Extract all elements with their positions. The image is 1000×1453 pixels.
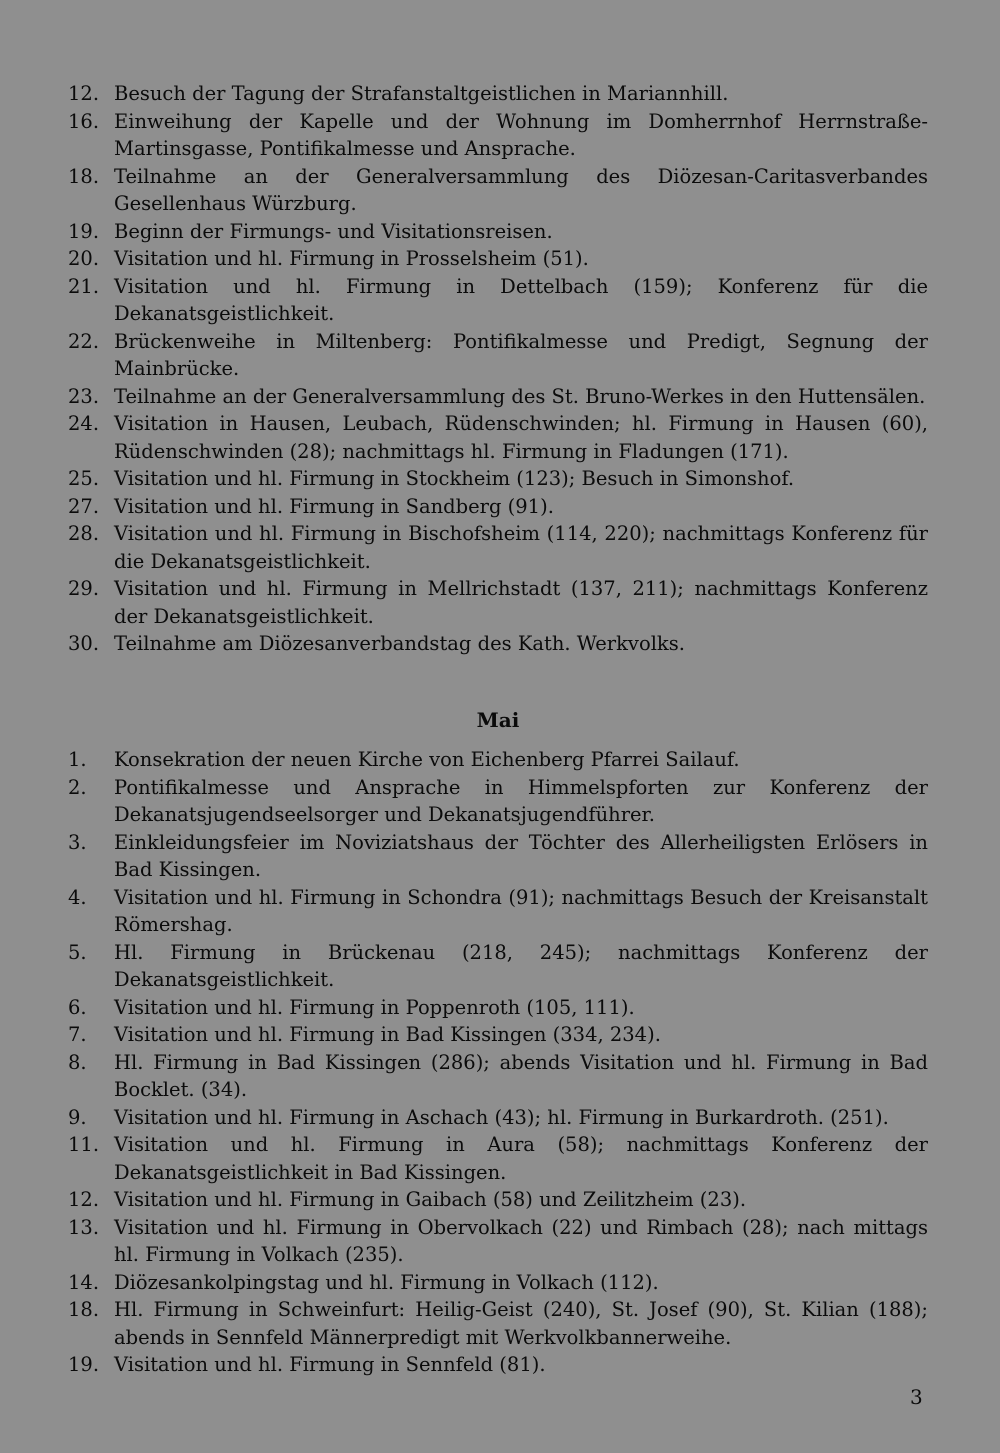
entry-day-number: 21. xyxy=(68,274,100,298)
entry-day-number: 1. xyxy=(68,748,87,771)
entry-text: Visitation und hl. Firmung in Aura (58); nachmittags Konferenz der Dekanatsgeistlichkeit in Bad Kissingen. xyxy=(114,1133,928,1184)
entry-text: Visitation und hl. Firmung in Sennfeld (81). xyxy=(114,1353,546,1376)
entry-text: Visitation und hl. Firmung in Mellrichstadt (137, 211); nachmittags Konferenz der Dekanatsgeistlichkeit. xyxy=(114,577,928,628)
list-item xyxy=(68,465,928,493)
entry-day-number: 14. xyxy=(68,1270,100,1294)
list-item xyxy=(68,829,928,884)
list-item xyxy=(68,328,928,383)
entry-day-number: 24. xyxy=(68,412,100,435)
list-item xyxy=(68,410,928,465)
entry-day-number: 23. xyxy=(68,384,100,408)
entry-text: Einweihung der Kapelle und der Wohnung im Domherrnhof Herrnstraße-Martinsgasse, Pontifikalmesse und Ansprache. xyxy=(114,109,928,160)
entry-text: Teilnahme an der Generalversammlung des Diözesan-Caritasverbandes Gesellenhaus Würzburg. xyxy=(114,164,928,215)
list-item xyxy=(68,1131,928,1186)
entry-text: Hl. Firmung in Brückenau (218, 245); nachmittags Konferenz der Dekanatsgeistlichkeit. xyxy=(114,940,928,991)
entry-day-number: 28. xyxy=(68,522,100,545)
entry-text: Pontifikalmesse und Ansprache in Himmelspforten zur Konferenz der Dekanatsjugendseelsorger und Dekanatsjugendführer. xyxy=(114,775,928,826)
entry-day-number: 13. xyxy=(68,1215,100,1239)
list-item xyxy=(68,884,928,939)
entry-day-number: 16. xyxy=(68,109,100,133)
list-item xyxy=(68,163,928,218)
entry-text: Visitation und hl. Firmung in Poppenroth (105, 111). xyxy=(114,995,635,1019)
entry-day-number: 19. xyxy=(68,1353,100,1376)
entry-day-number: 18. xyxy=(68,164,100,188)
list-item xyxy=(68,746,928,774)
list-item xyxy=(68,1104,928,1132)
entry-day-number: 3. xyxy=(68,830,87,854)
list-item xyxy=(68,1021,928,1049)
entry-day-number: 25. xyxy=(68,467,100,490)
entry-day-number: 2. xyxy=(68,775,87,799)
entry-day-number: 12. xyxy=(68,82,100,105)
entry-day-number: 18. xyxy=(68,1298,100,1321)
page-number: 3 xyxy=(910,1385,923,1409)
entry-day-number: 8. xyxy=(68,1050,87,1074)
entry-day-number: 7. xyxy=(68,1023,87,1046)
list-item xyxy=(68,630,928,658)
list-item xyxy=(68,1269,928,1297)
list-item xyxy=(68,1296,928,1351)
list-item xyxy=(68,273,928,328)
entry-text: Visitation und hl. Firmung in Bischofsheim (114, 220); nachmittags Konferenz für die Dekanatsgeistlichkeit. xyxy=(114,522,928,573)
entry-day-number: 11. xyxy=(68,1133,100,1156)
entry-day-number: 19. xyxy=(68,219,100,243)
entry-day-number: 27. xyxy=(68,494,100,518)
list-item xyxy=(68,1351,928,1379)
entry-text: Visitation und hl. Firmung in Aschach (43); hl. Firmung in Burkardroth. (251). xyxy=(114,1105,889,1129)
list-item xyxy=(68,1049,928,1104)
entry-text: Visitation und hl. Firmung in Schondra (91); nachmittags Besuch der Kreisanstalt Römershag. xyxy=(114,885,928,936)
list-item xyxy=(68,80,928,108)
month-heading-may: Mai xyxy=(476,708,520,732)
list-item xyxy=(68,520,928,575)
entry-day-number: 4. xyxy=(68,885,87,909)
april-entry-list xyxy=(68,80,928,658)
entry-text: Visitation und hl. Firmung in Sandberg (91). xyxy=(114,494,554,518)
entry-text: Teilnahme an der Generalversammlung des St. Bruno-Werkes in den Huttensälen. xyxy=(114,384,926,408)
list-item xyxy=(68,218,928,246)
entry-day-number: 12. xyxy=(68,1188,100,1211)
list-item xyxy=(68,493,928,521)
list-item xyxy=(68,994,928,1022)
entry-text: Visitation und hl. Firmung in Prosselsheim (51). xyxy=(114,247,589,270)
entry-text: Teilnahme am Diözesanverbandstag des Kath. Werkvolks. xyxy=(114,632,685,655)
entry-day-number: 6. xyxy=(68,995,87,1019)
list-item xyxy=(68,383,928,411)
entry-text: Visitation und hl. Firmung in Gaibach (58) und Zeilitzheim (23). xyxy=(114,1188,747,1211)
entry-text: Hl. Firmung in Schweinfurt: Heilig-Geist (240), St. Josef (90), St. Kilian (188); abends in Sennfeld Männerpredigt mit Werkvolkbannerweihe. xyxy=(114,1298,928,1349)
may-entry-list xyxy=(68,746,928,1379)
entry-day-number: 30. xyxy=(68,632,100,655)
entry-text: Besuch der Tagung der Strafanstaltgeistlichen in Mariannhill. xyxy=(114,82,729,105)
list-item xyxy=(68,245,928,273)
entry-day-number: 22. xyxy=(68,329,100,353)
list-item xyxy=(68,108,928,163)
entry-text: Einkleidungsfeier im Noviziatshaus der Töchter des Allerheiligsten Erlösers in Bad Kissingen. xyxy=(114,830,928,881)
list-item xyxy=(68,1214,928,1269)
entry-text: Visitation in Hausen, Leubach, Rüdenschwinden; hl. Firmung in Hausen (60), Rüdenschwinden (28); nachmittags hl. Firmung in Fladungen (171). xyxy=(114,412,928,463)
entry-text: Visitation und hl. Firmung in Bad Kissingen (334, 234). xyxy=(114,1023,661,1046)
entry-text: Diözesankolpingstag und hl. Firmung in Volkach (112). xyxy=(114,1270,659,1294)
entry-text: Hl. Firmung in Bad Kissingen (286); abends Visitation und hl. Firmung in Bad Bocklet. (34). xyxy=(114,1050,928,1101)
list-item xyxy=(68,939,928,994)
entry-text: Brückenweihe in Miltenberg: Pontifikalmesse und Predigt, Segnung der Mainbrücke. xyxy=(114,329,928,380)
entry-day-number: 9. xyxy=(68,1105,87,1129)
list-item xyxy=(68,575,928,630)
entry-day-number: 5. xyxy=(68,940,87,964)
entry-day-number: 20. xyxy=(68,247,100,270)
entry-text: Visitation und hl. Firmung in Obervolkach (22) und Rimbach (28); nach mittags hl. Firmung in Volkach (235). xyxy=(114,1215,928,1266)
list-item xyxy=(68,1186,928,1214)
entry-text: Visitation und hl. Firmung in Stockheim (123); Besuch in Simonshof. xyxy=(114,467,795,490)
entry-day-number: 29. xyxy=(68,577,100,600)
entry-text: Beginn der Firmungs- und Visitationsreisen. xyxy=(114,219,553,243)
entry-text: Konsekration der neuen Kirche von Eichenberg Pfarrei Sailauf. xyxy=(114,748,740,771)
list-item xyxy=(68,774,928,829)
entry-text: Visitation und hl. Firmung in Dettelbach (159); Konferenz für die Dekanatsgeistlichkeit. xyxy=(114,274,928,325)
